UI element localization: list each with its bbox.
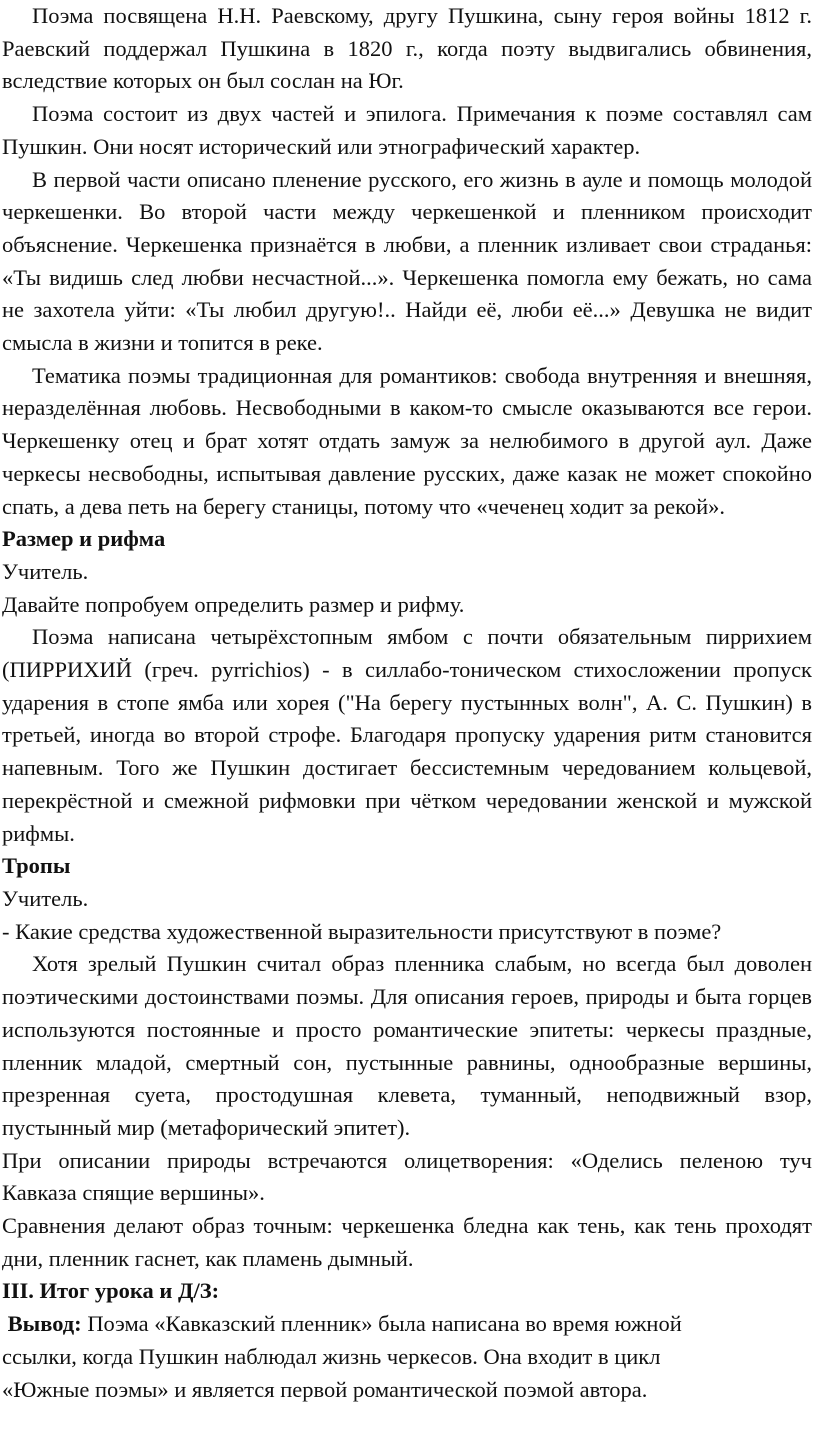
conclusion-text-1: Поэма «Кавказский пленник» была написана во время южной [81,1311,682,1337]
conclusion-line-2: ссылки, когда Пушкин наблюдал жизнь черкесов. Она входит в цикл [2,1343,661,1369]
section-meter-and-rhyme [2,523,812,850]
conclusion-label [2,1311,82,1336]
paragraph-structure: Поэма состоит из двух частей и эпилога. Примечания к поэме составлял сам Пушкин. Они носят исторический или этнографический характер. [2,101,812,159]
heading-meter-and-rhyme: Размер и рифма [2,526,166,552]
paragraph-meter: Поэма написана четырёхстопным ямбом с почти обязательным пиррихием (ПИРРИХИЙ (греч. pyrrichios) - в силлабо-тоническом стихосложении пропуск ударения в стопе ямба или хорея ("На берегу пустынных волн", А. С. Пушкин) в третьей, иногда во второй строфе. Благодаря пропуску ударения ритм становится напевным. Того же Пушкин достигает бессистемным чередованием кольцевой, перекрёстной и смежной рифмовки при чётком чередовании женской и мужской рифмы. [2,624,812,846]
speaker-label: Учитель. [2,885,89,911]
heading-summary: III. Итог урока и Д/З: [2,1278,220,1304]
speaker-label: Учитель. [2,558,89,584]
paragraph-epithets: Хотя зрелый Пушкин считал образ пленника слабым, но всегда был доволен поэтическими достоинствами поэмы. Для описания героев, природы и быта горцев используются постоянные и просто романтические эпитеты: черкесы праздные, пленник младой, смертный сон, пустынные равнины, однообразные вершины, презренная суета, простодушная клевета, туманный, неподвижный взор, пустынный мир (метафорический эпитет). [2,951,812,1140]
conclusion-line-1 [2,1308,812,1341]
paragraph-dedication: Поэма посвящена Н.Н. Раевскому, другу Пушкина, сыну героя войны 1812 г. Раевский поддержал Пушкина в 1820 г., когда поэту выдвигались обвинения, вследствие которых он был сослан на Юг. [2,3,812,94]
section-summary [2,1275,812,1406]
paragraph-themes: Тематика поэмы традиционная для романтиков: свобода внутренняя и внешняя, неразделённая любовь. Несвободными в каком-то смысле оказываются все герои. Черкешенку отец и брат хотят отдать замуж за нелюбимого в другой аул. Даже черкесы несвободны, испытывая давление русских, даже казак не может спокойно спать, а дева петь на берегу станицы, потому что «чеченец ходит за рекой». [2,362,812,519]
paragraph-personification: При описании природы встречаются олицетворения: «Оделись пеленою туч Кавказа спящие вершины». [2,1147,812,1206]
paragraph-comparison: Сравнения делают образ точным: черкешенка бледна как тень, как тень проходят дни, пленник гаснет, как пламень дымный. [2,1213,812,1271]
heading-tropes: Тропы [2,853,71,879]
teacher-question: Давайте попробуем определить размер и рифму. [2,591,465,617]
teacher-question: - Какие средства художественной выразительности присутствуют в поэме? [2,918,722,944]
conclusion-label-text: Вывод: [7,1311,82,1337]
section-tropes [2,850,812,1275]
conclusion-line-3: «Южные поэмы» и является первой романтической поэмой автора. [2,1376,648,1402]
paragraph-plot: В первой части описано пленение русского, его жизнь в ауле и помощь молодой черкешенки. Во второй части между черкешенкой и пленником происходит объяснение. Черкешенка признаётся в любви, а пленник изливает свои страданья: «Ты видишь след любви несчастной...». Черкешенка помогла ему бежать, но сама не захотела уйти: «Ты любил другую!.. Найди её, люби её...» Девушка не видит смысла в жизни и топится в реке. [2,166,812,356]
